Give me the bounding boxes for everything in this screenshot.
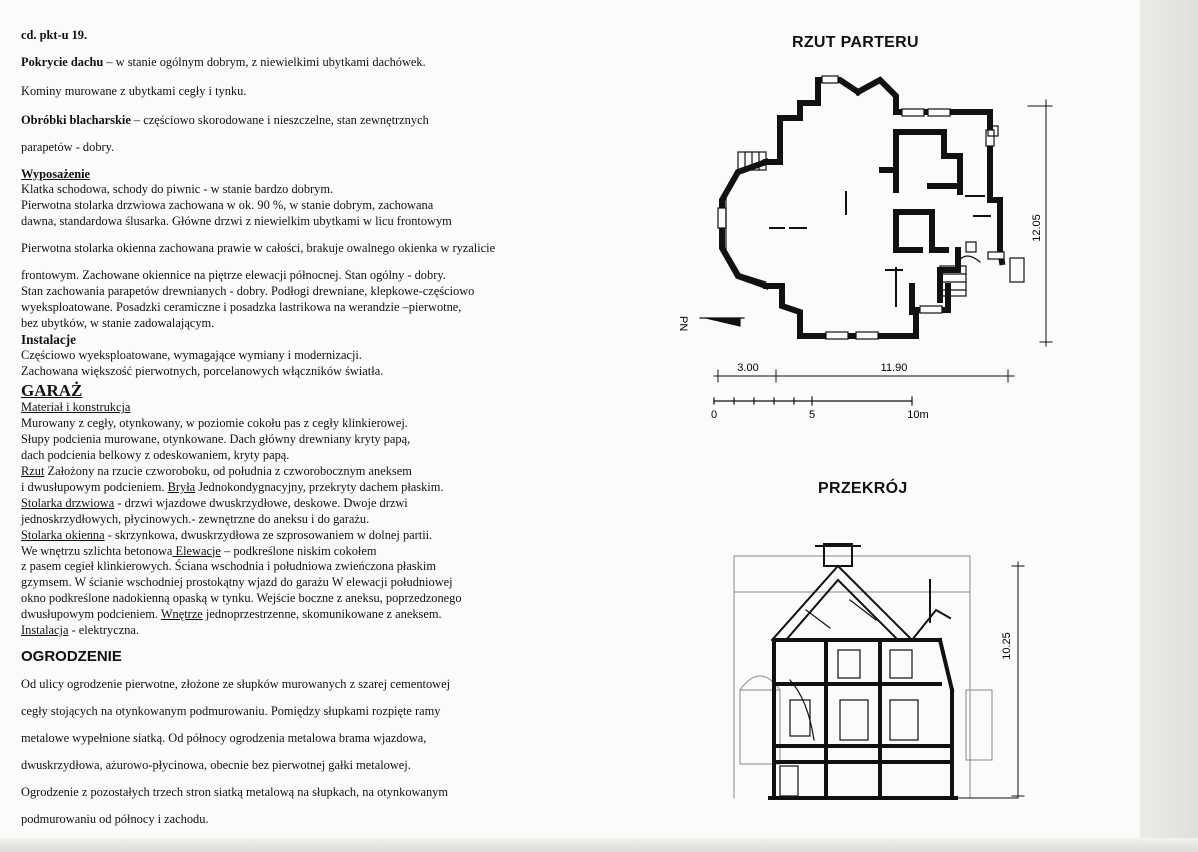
fence-line: podmurowaniu od północy i zachodu. — [21, 811, 209, 826]
chimneys-paragraph: Kominy murowane z ubytkami cegły i tynku. — [21, 83, 247, 98]
window-text: - skrzynkowa, dwuskrzydłowa ze szprosowaniem w dolnej partii. — [104, 527, 433, 542]
bryla-label: Bryła — [167, 479, 196, 494]
garage-door-line-2: jednoskrzydłowych, płycinowych.- zewnętrzne do aneksu i do garażu. — [21, 511, 370, 526]
install-label: Instalacja — [21, 623, 69, 638]
install-text: - elektryczna. — [68, 623, 139, 638]
rzut-text-2: i dwusłupowym podcieniem. — [21, 479, 168, 494]
plan-title: RZUT PARTERU — [792, 34, 919, 51]
equipment-line: Klatka schodowa, schody do piwnic - w stanie bardzo dobrym. — [21, 182, 334, 197]
garage-line: Murowany z cegły, otynkowany, w poziomie cokołu pas z cegły klinkierowej. — [21, 416, 408, 431]
scale-0-label: 0 — [710, 409, 718, 421]
flashing-text: – częściowo skorodowane i nieszczelne, stan zewnętrznych — [130, 112, 429, 127]
garage-line: z pasem cegieł klinkierowych. Ściana wschodnia i południowa zwieńczona płaskim — [21, 559, 436, 574]
plan-height-dimension: 12.05 — [1031, 214, 1043, 242]
window-label: Stolarka okienna — [21, 527, 105, 542]
elevation-text: – podkreślone niskim cokołem — [220, 543, 377, 558]
section-height-dimension: 10.25 — [1001, 632, 1013, 660]
section-title: PRZEKRÓJ — [818, 480, 908, 497]
roof-text: – w stanie ogólnym dobrym, z niewielkimi ubytkami dachówek. — [103, 54, 426, 69]
fence-line: cegły stojących na otynkowanym podmurowaniu. Pomiędzy słupkami rozpięte ramy — [21, 703, 441, 718]
equipment-line: wyeksploatowane. Posadzki ceramiczne i posadzka lastrikowa na werandzie –pierwotne, — [21, 299, 462, 314]
garage-line: Słupy podcienia murowane, otynkowane. Dach główny drewniany kryty papą, — [21, 432, 411, 447]
flashing-label: Obróbki blacharskie — [21, 112, 131, 127]
rzut-label: Rzut — [21, 464, 45, 479]
fence-line: Od ulicy ogrodzenie pierwotne, złożone ze słupków murowanych z szarej cementowej — [21, 677, 451, 691]
roof-label: Pokrycie dachu — [21, 54, 104, 69]
garage-material-heading: Materiał i konstrukcja — [21, 400, 131, 415]
plan-left-dimension: 3.00 — [737, 362, 759, 374]
scale-10-label: 10m — [907, 409, 929, 421]
equipment-line: bez ubytków, w stanie zadowalającym. — [21, 315, 215, 330]
equipment-line: dawna, standardowa ślusarka. Główne drzwi z niewielkim ubytkami w licu frontowym — [21, 214, 452, 229]
garage-line: dach podcienia belkowy z odeskowaniem, kryty papą. — [21, 448, 290, 463]
wnetrze-text: jednoprzestrzenne, skomunikowane z aneksem. — [202, 607, 442, 622]
equipment-line: Pierwotna stolarka okienna zachowana prawie w całości, brakuje owalnego okienka w ryzalicie — [21, 241, 496, 256]
door-text: - drzwi wjazdowe dwuskrzydłowe, deskowe. Dwoje drzwi — [114, 495, 408, 510]
fence-line: Ogrodzenie z pozostałych trzech stron siatką metalową na słupkach, na otynkowanym — [21, 784, 448, 799]
fence-line: metalowe wypełnione siatką. Od północy ogrodzenia metalowa brama wjazdowa, — [21, 730, 427, 745]
scale-5-label: 5 — [808, 409, 816, 421]
elevation-label: Elewacje — [172, 543, 221, 558]
installations-line: Częściowo wyeksploatowane, wymagające wymiany i modernizacji. — [21, 347, 362, 362]
equipment-heading: Wyposażenie — [21, 166, 91, 181]
fence-line: dwuskrzydłowa, ażurowo-płycinowa, obecnie bez pierwotnej gałki metalowej. — [21, 757, 411, 772]
continuation-heading: cd. pkt-u 19. — [21, 28, 88, 42]
door-label: Stolarka drzwiowa — [21, 495, 115, 510]
rzut-text: Założony na rzucie czworoboku, od południa z czworobocznym aneksem — [44, 464, 412, 479]
equipment-line: Pierwotna stolarka drzwiowa zachowana w ok. 90 %, w stanie dobrym, zachowana — [21, 198, 434, 213]
wnetrze-label: Wnętrze — [160, 607, 203, 622]
equipment-line: frontowym. Zachowane okiennice na piętrze elewacji północnej. Stan ogólny - dobry. — [21, 268, 446, 283]
flashing-text-2: parapetów - dobry. — [21, 139, 115, 154]
installations-line: Zachowana większość pierwotnych, porcelanowych włączników światła. — [21, 363, 384, 378]
plan-right-dimension: 11.90 — [880, 362, 908, 374]
garage-heading: GARAŻ — [21, 381, 83, 401]
fence-heading: OGRODZENIE — [21, 648, 122, 665]
bryla-text: Jednokondygnacyjny, przekryty dachem płaskim. — [195, 479, 444, 494]
north-label: PN — [677, 316, 689, 332]
interior-text-2: dwusłupowym podcieniem. — [21, 607, 161, 622]
installations-heading: Instalacje — [21, 331, 76, 347]
garage-line: gzymsem. W ścianie wschodniej prostokątny wjazd do garażu W elewacji południowej — [21, 575, 453, 590]
equipment-line: Stan zachowania parapetów drewnianych - dobry. Podłogi drewniane, klepkowe-częściowo — [21, 283, 475, 298]
interior-text: We wnętrzu szlichta betonowa — [21, 543, 173, 558]
garage-line: okno podkreślone nadokienną opaską w tynku. Wejście boczne z aneksu, poprzedzonego — [21, 591, 462, 606]
